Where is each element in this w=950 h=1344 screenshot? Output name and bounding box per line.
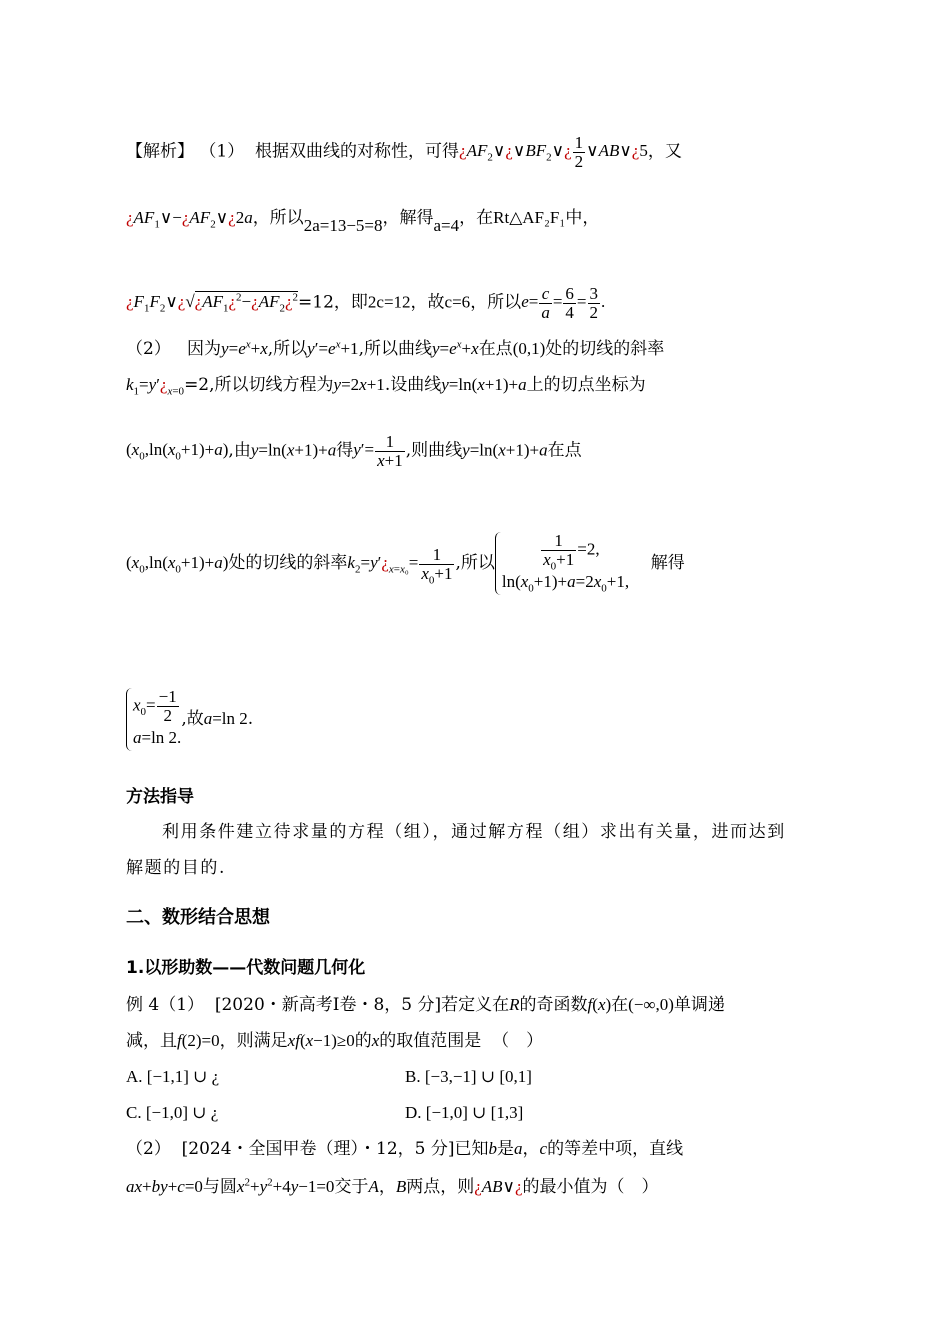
subsection-title: 1.以形助数——代数问题几何化: [126, 958, 366, 978]
text: 单调递: [673, 995, 725, 1015]
text: 在: [611, 995, 629, 1015]
formula: $(x_0,\ln(x_0+1)+a)$: [126, 553, 229, 576]
text: ，所以: [252, 208, 304, 228]
part-label: （2）: [126, 1139, 171, 1159]
text: 交于: [334, 1177, 369, 1197]
analysis-line-4: [126, 337, 664, 361]
example4-part2-line-1: （2） [2024・全国甲卷（理）・12，5 分]已知b是a，c的等差中项，直线: [126, 1139, 684, 1159]
text: 根据双曲线的对称性，可得: [255, 141, 460, 162]
part1-label: （1）: [199, 141, 245, 162]
text: 若定义在: [441, 995, 510, 1015]
text: ，: [522, 1139, 540, 1159]
equation-system: $x_0=$ $\frac{-1}{2}$ a=ln 2.: [126, 688, 181, 751]
analysis-line-8: [126, 688, 253, 751]
text: 得: [336, 440, 354, 461]
text: ,所以曲线: [358, 339, 432, 359]
method-body-line-2: 解题的目的.: [126, 858, 227, 878]
text: 已知: [454, 1139, 489, 1159]
example4-part2-line-2: ax+by+c=0与圆$x^2+y^2+4y-1=0$交于A，B两点，则¿AB∨¿的最小值为（ ）: [126, 1176, 659, 1197]
analysis-line-6: [126, 433, 582, 470]
text: 减，且: [126, 1031, 177, 1051]
text: 与圆: [202, 1177, 237, 1197]
example-label: 例 4（1）: [126, 995, 205, 1015]
text: ，: [378, 1177, 396, 1197]
answer-paren: （ ）: [492, 1031, 544, 1051]
text: ，解得: [382, 208, 434, 228]
text: 两点，则: [406, 1177, 475, 1197]
analysis-line-2: [126, 206, 600, 235]
text: 解得: [650, 553, 685, 573]
formula: ¿$AF_1\vee-¿AF_2\vee¿2a$: [126, 208, 253, 231]
formula: $y'=e^x+1$: [307, 338, 359, 358]
part2-label: （2）: [126, 339, 171, 359]
text: 处的切线的斜率: [228, 553, 348, 573]
formula: $y=e^x+x$: [431, 338, 479, 358]
formula: ¿$AF_2\vee¿\vee BF_2\vee¿$ $\frac{1}{2}$ ∨AB∨¿5: [459, 133, 648, 171]
text: 的: [354, 1031, 372, 1051]
formula: (0,1): [512, 339, 546, 358]
text: 在点: [547, 440, 582, 461]
text: 的等差中项，直线: [547, 1139, 684, 1159]
option-b: B. [−3,−1] ∪ [0,1]: [405, 1067, 532, 1086]
formula: 2c=12: [367, 292, 411, 312]
text: 中，: [565, 208, 600, 228]
formula: a=4: [433, 216, 460, 235]
text: ，则满足: [219, 1031, 288, 1051]
analysis-tag: 【解析】: [126, 141, 194, 162]
text: 因为: [187, 339, 222, 359]
text: ,所以: [267, 339, 308, 359]
text: 的取值范围是: [379, 1031, 482, 1051]
formula: $k_1=y'¿_{x=0}$: [126, 375, 185, 398]
text: =12，即: [298, 292, 368, 313]
example4-line-1: 例 4（1） [2020・新高考Ⅰ卷・8，5 分]若定义在R的奇函数f(x)在(−∞,0)单调递: [126, 995, 725, 1015]
text: 处的切线的斜率: [545, 339, 665, 359]
formula: a=ln 2: [203, 709, 248, 728]
text: ,则曲线: [405, 440, 463, 461]
option-a: A. [−1,1] ∪ ¿: [126, 1067, 220, 1086]
text: .: [247, 709, 254, 729]
text: ，所以: [470, 292, 522, 313]
formula: $(x_0,\ln(x_0+1)+a)$: [126, 440, 229, 463]
formula: c=6: [444, 292, 471, 312]
formula: y′= $\frac{1}{x+1}$: [353, 432, 403, 470]
formula: Rt△AF₂F₁: [493, 208, 566, 227]
analysis-line-3: [126, 285, 605, 322]
text: ，故: [410, 292, 445, 313]
example-source: [2024・全国甲卷（理）・12，5 分]: [181, 1139, 455, 1159]
option-c: C. [−1,0] ∪ ¿: [126, 1103, 219, 1122]
method-body-line-1: 利用条件建立待求量的方程（组），通过解方程（组）求出有关量，进而达到: [162, 822, 786, 842]
formula: $k_2=y'¿_{x=x_0}=$ $\frac{1}{x_0+1}$: [347, 544, 453, 586]
method-title: 方法指导: [126, 787, 194, 807]
equation-system: $\frac{1}{x_0+1}$ =2, $\ln(x_0+1)+a=2x_0+1$,: [495, 532, 629, 595]
analysis-line-5: [126, 373, 646, 397]
text: 上的切点坐标为: [526, 375, 646, 395]
text: ,故: [181, 709, 204, 729]
text: =2,所以切线方程为: [184, 375, 334, 395]
section-title: 二、数形结合思想: [126, 907, 270, 928]
formula: y=ln(x+1)+a: [462, 440, 548, 460]
option-d: D. [−1,0] ∪ [1,3]: [405, 1103, 524, 1122]
example4-line-2: 减，且f(2)=0，则满足xf(x−1)≥0的x的取值范围是 （ ）: [126, 1031, 544, 1051]
formula: $y=e^x+x$: [221, 338, 268, 358]
text: 在点: [478, 339, 513, 359]
example-source: [2020・新高考Ⅰ卷・8，5 分]: [214, 995, 442, 1015]
formula: y=ln(x+1)+a: [441, 375, 527, 394]
analysis-line-1: [126, 134, 682, 171]
text: 的奇函数: [519, 995, 588, 1015]
text: ,由: [228, 440, 251, 461]
text: 是: [497, 1139, 515, 1159]
formula: ¿$F_1F_2\vee¿√¿AF_1¿^2-¿AF_2¿^2$: [126, 291, 299, 315]
formula: e= $\frac{c}{a}$ = $\frac{6}{4}$ = $\frac{3}{2}$ .: [521, 284, 606, 322]
text: ，又: [647, 141, 682, 162]
analysis-line-7: [126, 532, 685, 595]
formula: 2a=13−5=8: [303, 216, 383, 235]
text: ，在: [459, 208, 494, 228]
text: .设曲线: [384, 375, 442, 395]
formula: y=2x+1: [333, 375, 385, 394]
text: ,所以: [455, 553, 495, 573]
text: 的最小值为（ ）: [522, 1177, 659, 1197]
formula: y=ln(x+1)+a: [250, 440, 337, 460]
